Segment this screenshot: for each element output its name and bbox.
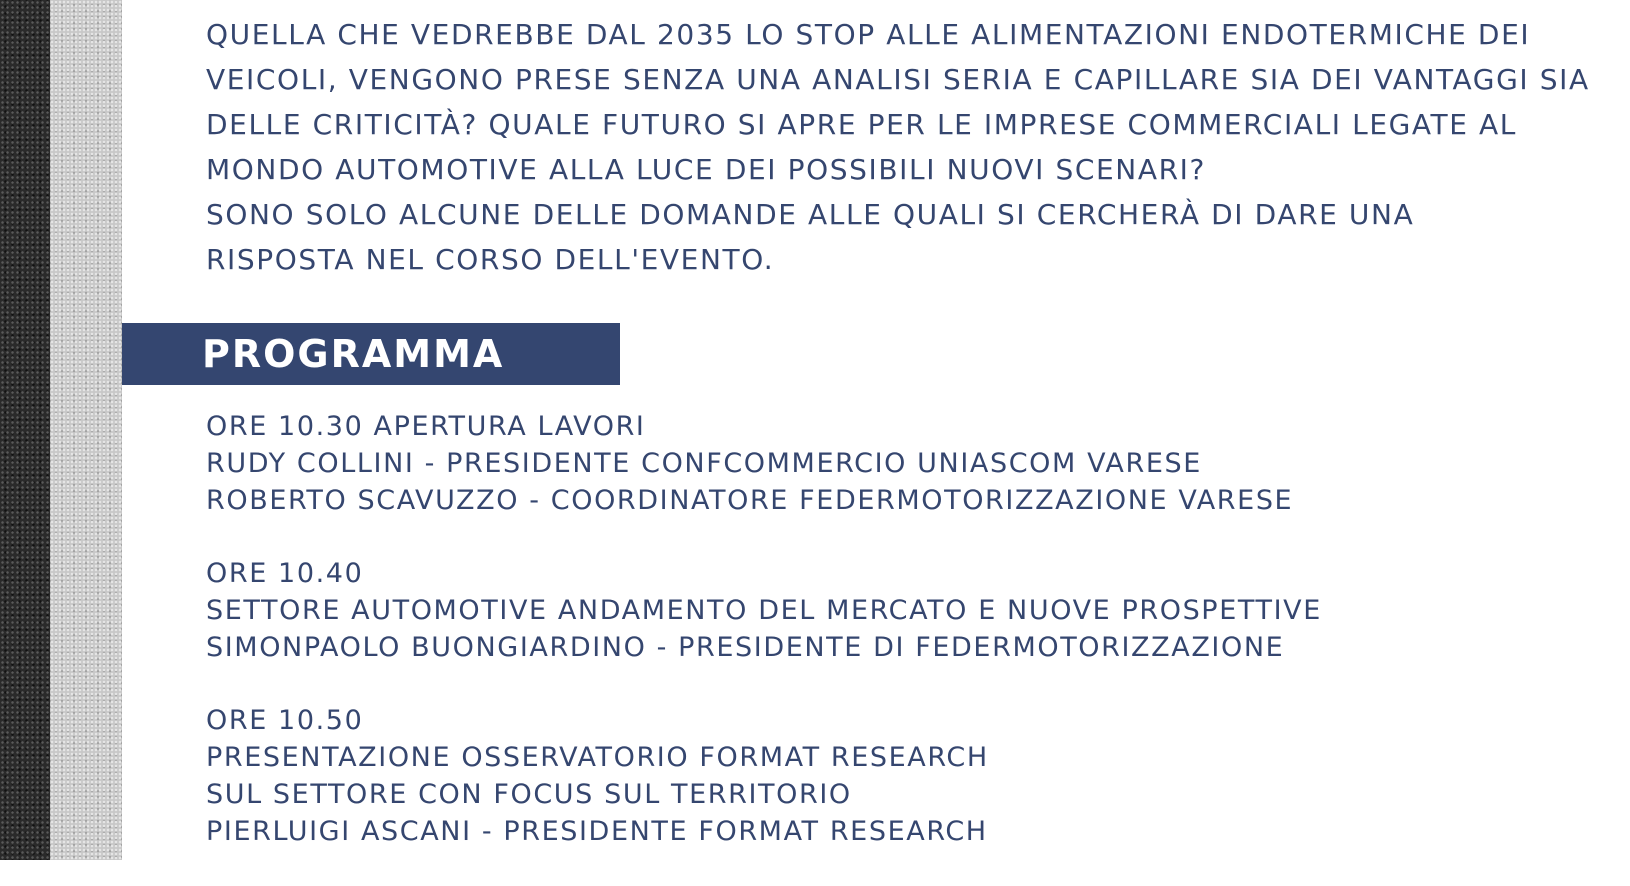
intro-line: MONDO AUTOMOTIVE ALLA LUCE DEI POSSIBILI NUOVI SCENARI? <box>206 153 1206 186</box>
program-item <box>206 555 1596 666</box>
program-time: ORE 10.40 <box>206 558 364 589</box>
program-item <box>206 702 1596 850</box>
program-line: ROBERTO SCAVUZZO - COORDINATORE FEDERMOTORIZZAZIONE VARESE <box>206 485 1294 516</box>
left-edge-texture-grey <box>50 0 122 860</box>
program-time: ORE 10.30 APERTURA LAVORI <box>206 411 646 442</box>
program-list <box>206 408 1596 886</box>
intro-line: VEICOLI, VENGONO PRESE SENZA UNA ANALISI SERIA E CAPILLARE SIA DEI VANTAGGI SIA <box>206 63 1590 96</box>
intro-line: DELLE CRITICITÀ? QUALE FUTURO SI APRE PER LE IMPRESE COMMERCIALI LEGATE AL <box>206 108 1517 141</box>
program-item <box>206 408 1596 519</box>
program-line: PIERLUIGI ASCANI - PRESIDENTE FORMAT RESEARCH <box>206 816 988 847</box>
intro-line: SONO SOLO ALCUNE DELLE DOMANDE ALLE QUALI SI CERCHERÀ DI DARE UNA <box>206 198 1415 231</box>
program-line: SETTORE AUTOMOTIVE ANDAMENTO DEL MERCATO E NUOVE PROSPETTIVE <box>206 595 1322 626</box>
program-line: SIMONPAOLO BUONGIARDINO - PRESIDENTE DI FEDERMOTORIZZAZIONE <box>206 632 1285 663</box>
program-time: ORE 10.50 <box>206 705 364 736</box>
intro-line: RISPOSTA NEL CORSO DELL'EVENTO. <box>206 243 775 276</box>
program-header-bar <box>122 323 620 385</box>
left-edge-texture-dark <box>0 0 50 860</box>
program-line: RUDY COLLINI - PRESIDENTE CONFCOMMERCIO UNIASCOM VARESE <box>206 448 1202 479</box>
program-title: PROGRAMMA <box>202 332 505 376</box>
program-line: PRESENTAZIONE OSSERVATORIO FORMAT RESEARCH <box>206 742 989 773</box>
intro-line: QUELLA CHE VEDREBBE DAL 2035 LO STOP ALLE ALIMENTAZIONI ENDOTERMICHE DEI <box>206 18 1531 51</box>
program-line: SUL SETTORE CON FOCUS SUL TERRITORIO <box>206 779 852 810</box>
intro-paragraph <box>206 12 1596 282</box>
